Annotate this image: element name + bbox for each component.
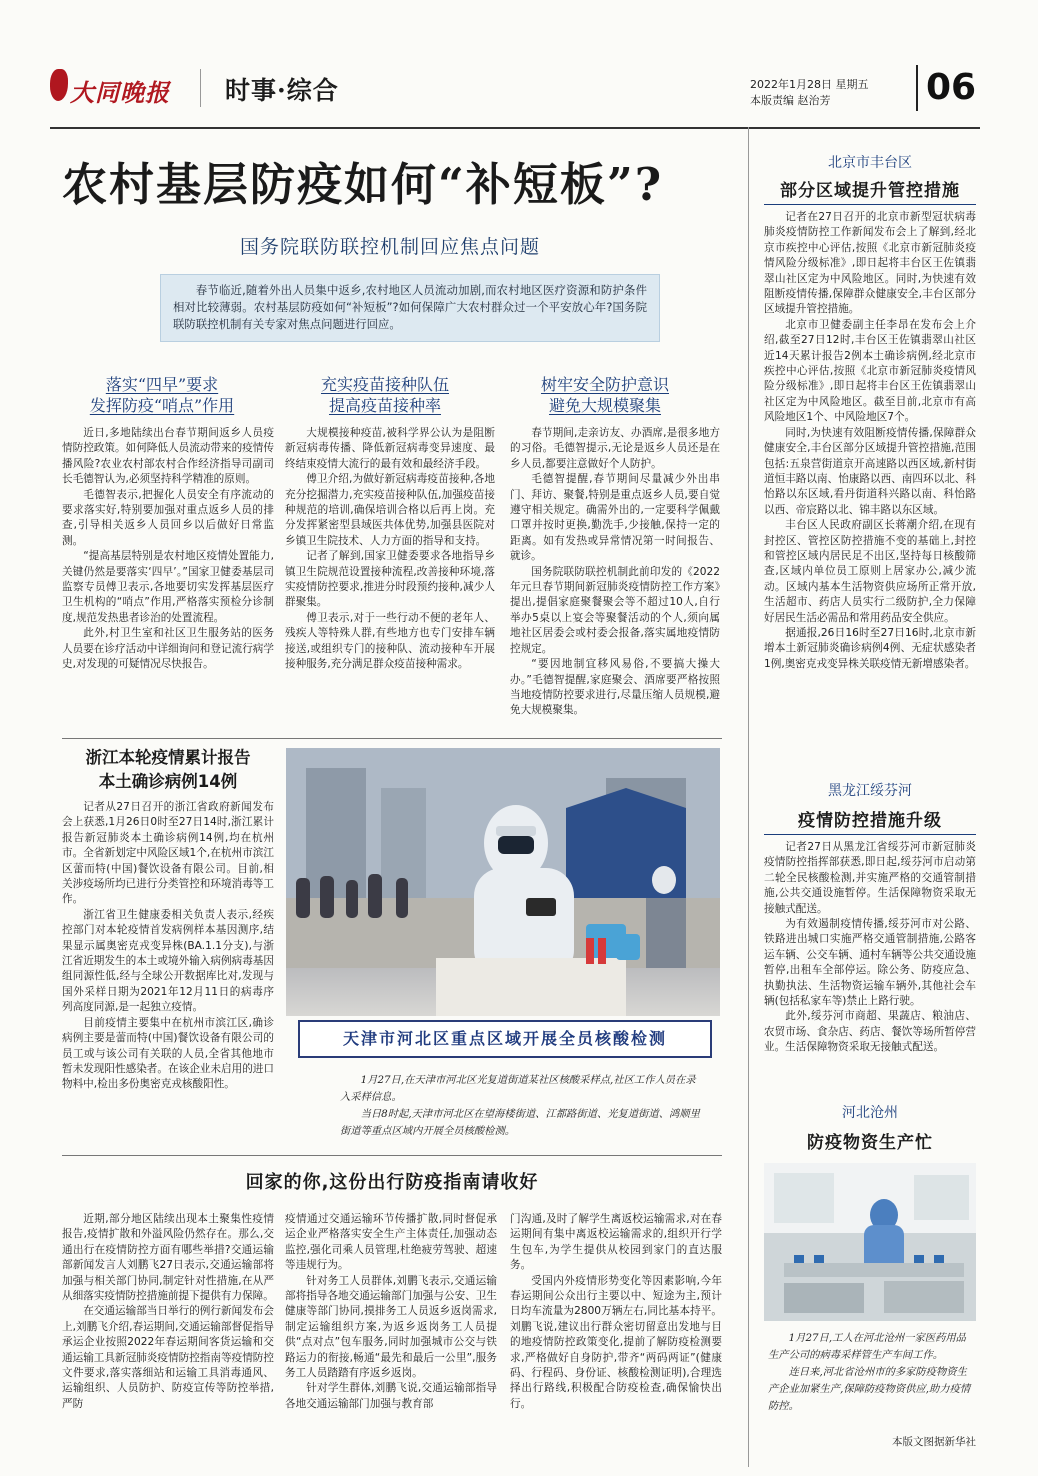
body-paragraph: 傅卫表示,对于一些行动不便的老年人、残疾人等特殊人群,有些地方也专门安排车辆接送,或组织专门的接种队、流动接种车开展接种服务,充分满足群众疫苗接种需求。 [285,611,495,671]
body-paragraph: 大规模接种疫苗,被科学界公认为是阻断新冠病毒传播、降低新冠病毒变异速度、最终结束疫情大流行的最有效和最经济手段。 [285,427,495,470]
beijing-location: 北京市丰台区 [828,155,912,171]
column-2-heading [285,374,485,416]
photo-credit: 本版文图据新华社 [892,1436,976,1448]
news-photo-tianjin [286,748,720,1016]
beijing-story-body [764,210,976,672]
suifenhe-location: 黑龙江绥芬河 [828,783,912,799]
beijing-title-rule [764,204,976,205]
body-paragraph: 针对学生群体,刘鹏飞说,交通运输部指导各地交通运输部门加强与教育部 [285,1382,497,1410]
logo-text: 大同晚报 [70,78,170,107]
column-1-heading-line2: 发挥防疫“哨点”作用 [89,396,235,415]
body-paragraph: 此外,绥芬河市商超、果蔬店、粮油店、农贸市场、食杂店、药店、餐饮等场所暂停营业。生活保障物资采取无接触式配送。 [764,1010,976,1054]
photo-caption: 天津市河北区重点区域开展全员核酸检测 [342,1029,667,1048]
body-paragraph: 记者27日从黑龙江省绥芬河市新冠肺炎疫情防控指挥部获悉,即日起,绥芬河市启动第二轮全民核酸检测,并实施严格的交通管制措施,公共交通设施暂停。生活保障物资采取无接触式配送。 [764,841,976,915]
body-paragraph: 国务院联防联控机制此前印发的《2022年元旦春节期间新冠肺炎疫情防控工作方案》提出,提倡家庭聚餐聚会等不超过10人,自行举办5桌以上宴会等聚餐活动的个人,须向属地社区居委会或村委会报备,落实属地疫情防控规定。 [510,565,720,655]
body-paragraph: 丰台区人民政府副区长蒋潮介绍,在现有封控区、管控区防控措施不变的基础上,封控和管控区域内居民足不出区,坚持每日核酸筛查,区域内单位员工原则上居家办公,减少流动。区域内基本生活物资供应场所正常开放,生活超市、药店人员实行二级防护,全力保障好居民生活必需品和常用药品安全供应。 [764,519,976,624]
masthead [50,63,980,118]
column-2-heading-line2: 提高疫苗接种率 [328,396,441,415]
suifenhe-title-rule [764,834,976,835]
body-paragraph: 同时,为快速有效阻断疫情传播,保障群众健康安全,丰台区部分区域提升管控措施,范围包括:五泉营街道京开高速路以西区域,新村街道恒丰路以南、怡康路以西、南四环以北、科怡路以东区域,看丹街道科兴路以南、科怡路以西、帝宸路以北、锦丰路以东区域。 [764,426,976,516]
body-paragraph: 记者在27日召开的北京市新型冠状病毒肺炎疫情防控工作新闻发布会上了解到,经北京市疾控中心评估,按照《北京市新冠肺炎疫情风险分级标准》,即日起将丰台区王佐镇翡翠山社区定为中风险地区。同时,为快速有效阻断疫情传播,保障群众健康安全,丰台区部分区域提升管控措施。 [764,211,976,316]
body-paragraph: 门沟通,及时了解学生离返校运输需求,对在春运期间有集中离返校运输需求的,组织开行学生包车,为学生提供从校园到家门的直达服务。 [510,1213,722,1272]
body-paragraph: 记者了解到,国家卫健委要求各地指导乡镇卫生院规范设置接种流程,改善接种环境,落实疫情防控要求,推进分时段预约接种,减少人群聚集。 [285,550,495,609]
column-1-body [62,426,274,673]
column-3-heading-line1: 树牢安全防护意识 [540,375,669,394]
photo-description [340,1072,705,1140]
body-paragraph: 毛德智提醒,春节期间尽量减少外出串门、拜访、聚餐,特别是重点返乡人员,要自觉遵守相关规定。确需外出的,一定要科学佩戴口罩并按时更换,勤洗手,少接触,保持一定的距离。如有发热或异常情况第一时间报告、就诊。 [510,473,720,563]
page-number-divider [916,65,918,111]
issue-date: 2022年1月28日 星期五 [750,78,869,91]
right-column-divider [748,127,749,1467]
photo-note-paragraph: 连日来,河北省沧州市的多家防疫物资生产企业加紧生产,保障防疫物资供应,助力疫情防控。 [768,1366,971,1412]
main-subhead: 国务院联防联控机制回应焦点问题 [240,236,541,258]
header-rule [50,127,980,129]
body-paragraph: 疫情通过交通运输环节传播扩散,同时督促承运企业严格落实安全生产主体责任,加强动态监控,强化司乘人员管理,杜绝疲劳驾驶、超速等违规行为。 [285,1213,497,1272]
travel-guide-column-2 [285,1212,497,1412]
body-paragraph: 毛德智表示,把握化人员安全有序流动的要求落实好,特别要加强对重点返乡人员的排查,引导相关返乡人员回乡以后做好日常监测。 [62,488,274,547]
zhejiang-story-title [62,746,274,794]
news-photo-cangzhou [764,1163,976,1321]
main-headline: 农村基层防疫如何“补短板”? [62,158,664,211]
masthead-divider [200,69,201,107]
page-number: 06 [926,67,977,108]
cangzhou-location: 河北沧州 [842,1105,898,1121]
body-paragraph: 近日,多地陆续出台春节期间返乡人员疫情防控政策。如何降低人员流动带来的疫情传播风险?农业农村部农村合作经济指导司副司长毛德智认为,必须坚持科学精准的原则。 [62,427,274,486]
body-paragraph: “提高基层特别是农村地区疫情处置能力,关键仍然是要落实‘四早’。”国家卫健委基层司监察专员傅卫表示,各地要切实发挥基层医疗卫生机构的“哨点”作用,严格落实预检分诊制度,规范发热患者诊治的处置流程。 [62,550,274,624]
body-paragraph: 近期,部分地区陆续出现本土聚集性疫情报告,疫情扩散和外溢风险仍然存在。那么,交通出行在疫情防控方面有哪些举措?交通运输部新闻发言人刘鹏飞27日表示,交通运输部将加强与相关部门协同,制定针对性措施,在从严从细落实疫情防控措施前提下提供有力保障。 [62,1213,274,1303]
suifenhe-title: 疫情防控措施升级 [798,811,942,831]
travel-guide-column-1 [62,1212,274,1412]
body-paragraph: 傅卫介绍,为做好新冠病毒疫苗接种,各地充分挖掘潜力,充实疫苗接种队伍,加强疫苗接种规范的培训,确保培训合格以后再上岗。充分发挥紧密型县域医共体优势,加强县医院对乡镇卫生院技术、人力方面的指导和支持。 [285,473,495,547]
newspaper-logo [50,65,188,113]
cangzhou-title: 防疫物资生产忙 [807,1133,933,1153]
photo-note-paragraph: 1月27日,在天津市河北区光复道街道某社区核酸采样点,社区工作人员在录入采样信息。 [340,1074,696,1103]
column-1-heading [62,374,262,416]
cangzhou-photo-description [768,1330,976,1415]
column-3-body [510,426,720,719]
suifenhe-story-body [764,840,976,1056]
column-2-body [285,426,495,673]
beijing-title: 部分区域提升管控措施 [780,181,960,201]
section-rule [62,1155,722,1156]
logo-mark-icon [50,69,68,101]
body-paragraph: 在交通运输部当日举行的例行新闻发布会上,刘鹏飞介绍,春运期间,交通运输部督促指导承运企业按照2022年春运期间客货运输和交通运输工具新冠肺炎疫情防控指南等疫情防控文件要求,落实落细站和运输工具消毒通风、运输组织、人员防护、防疫宣传等防控举措,严防 [62,1305,274,1410]
travel-guide-column-3 [510,1212,722,1412]
body-paragraph: 受国内外疫情形势变化等因素影响,今年春运期间公众出行主要以中、短途为主,预计日均车流量为2800万辆左右,同比基本持平。刘鹏飞说,建议出行群众密切留意出发地与目的地疫情防控政策变化,提前了解防疫检测要求,严格做好自身防护,带齐“两码两证”(健康码、行程码、身份证、核酸检测证明),合理选择出行路线,积极配合防疫检查,确保愉快出行。 [510,1274,722,1410]
zhejiang-story-body [62,800,274,1093]
section-rule [62,738,722,739]
zhejiang-title-line1: 浙江本轮疫情累计报告 [85,748,251,767]
body-paragraph: 春节期间,走亲访友、办酒席,是很多地方的习俗。毛德智提示,无论是返乡人员还是在乡人员,都要注意做好个人防护。 [510,427,720,470]
body-paragraph: 此外,村卫生室和社区卫生服务站的医务人员要在诊疗活动中详细询问和登记流行病学史,对发现的可疑情况尽快报告。 [62,627,274,671]
zhejiang-title-line2: 本土确诊病例14例 [98,772,238,791]
photo-note-paragraph: 1月27日,工人在河北沧州一家医药用品生产公司的病毒采样管生产车间工作。 [768,1332,966,1361]
column-3-heading [505,374,705,416]
body-paragraph: 北京市卫健委副主任李昂在发布会上介绍,截至27日12时,丰台区王佐镇翡翠山社区近14天累计报告2例本土确诊病例,经北京市疾控中心评估,按照《北京市新冠肺炎疫情风险分级标准》,即日起将丰台区王佐镇翡翠山社区定为中风险地区。截至目前,北京市有高风险地区1个、中风险地区7个。 [764,318,976,424]
section-name: 时事·综合 [225,76,339,105]
column-2-heading-line1: 充实疫苗接种队伍 [320,375,449,394]
body-paragraph: 目前疫情主要集中在杭州市滨江区,确诊病例主要是蕾而特(中国)餐饮设备有限公司的员工或与该公司有关联的人员,全省其他地市暂未发现阳性感染者。在该企业未启用的进口物料中,检出多份奥密克戎核酸阳性。 [62,1016,274,1091]
body-paragraph: 据通报,26日16时至27日16时,北京市新增本土新冠肺炎确诊病例4例、无症状感染者1例,奥密克戎变异株关联疫情无新增感染者。 [764,626,976,670]
photo-illustration [286,748,720,1016]
column-3-heading-line2: 避免大规模聚集 [548,396,661,415]
body-paragraph: 为有效遏制疫情传播,绥芬河市对公路、铁路进出城口实施严格交通管制措施,公路客运车辆、公交车辆、通村车辆等公共交通设施暂停,出租车全部停运。除公务、防疫应急、执勤执法、生活物资运输车辆外,其他社会车辆(包括私家车等)禁止上路行驶。 [764,918,976,1008]
travel-guide-title: 回家的你,这份出行防疫指南请收好 [245,1172,539,1193]
page-editor: 本版责编 赵治芳 [750,94,831,107]
photo-note-paragraph: 当日8时起,天津市河北区在望海楼街道、江都路街道、光复道街道、鸿顺里街道等重点区域内开展全员核酸检测。 [340,1108,700,1137]
factory-photo-illustration [764,1163,976,1321]
column-1-heading-line1: 落实“四早”要求 [105,375,219,394]
lead-paragraph: 春节临近,随着外出人员集中返乡,农村地区人员流动加剧,而农村地区医疗资源和防护条件相对比较薄弱。农村基层防疫如何“补短板”?如何保障广大农村群众过一个平安放心年?国务院联防联控机制有关专家对焦点问题进行回应。 [160,274,660,342]
body-paragraph: 浙江省卫生健康委相关负责人表示,经疾控部门对本轮疫情首发病例样本基因测序,结果显示属奥密克戎变异株(BA.1.1分支),与浙江省近期发生的本土或境外输入病例病毒基因组同源性低,经与全球公开数据库比对,发现与国外采样日期为2021年12月11日的病毒序列高度同源,是一起独立疫情。 [62,908,274,1014]
body-paragraph: 记者从27日召开的浙江省政府新闻发布会上获悉,1月26日0时至27日14时,浙江累计报告新冠肺炎本土确诊病例14例,均在杭州市。全省新划定中风险区域1个,在杭州市滨江区蕾而特(中国)餐饮设备有限公司。目前,相关涉疫场所均已进行分类管控和环境消毒等工作。 [62,801,274,906]
body-paragraph: 针对务工人员群体,刘鹏飞表示,交通运输部将指导各地交通运输部门加强与公安、卫生健康等部门协同,摸排务工人员返乡返岗需求,制定运输组织方案,为返乡返岗务工人员提供“点对点”包车服务,同时加强城市公交与铁路运力的衔接,畅通“最先和最后一公里”,服务务工人员踏踏有序返乡返岗。 [285,1274,497,1380]
body-paragraph: “要因地制宜移风易俗,不要搞大操大办。”毛德智提醒,家庭聚会、酒席要严格按照当地疫情防控要求进行,尽量压缩人员规模,避免大规模聚集。 [510,658,720,717]
